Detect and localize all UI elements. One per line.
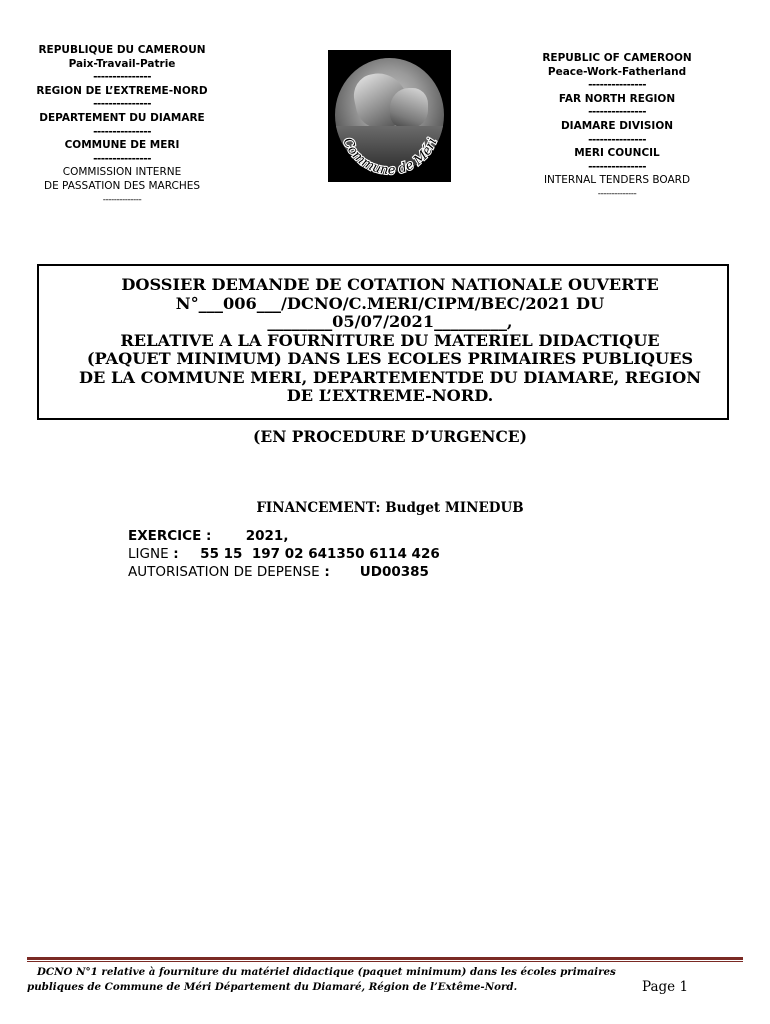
council-en: MERI COUNCIL [574, 147, 660, 160]
title-line: (PAQUET MINIMUM) DANS LES ECOLES PRIMAIRES PUBLIQUES [86, 349, 694, 368]
separator: --------------- [588, 160, 646, 173]
budget-line-value: 55 15 197 02 641350 6114 426 [200, 546, 440, 562]
page-number: Page 1 [642, 979, 689, 995]
footer-note [27, 965, 707, 995]
budget-line-row [128, 545, 440, 563]
exercise-row [128, 527, 288, 545]
title-line: DE LA COMMUNE MERI, DEPARTEMENTDE DU DIAMARE, REGION [78, 367, 702, 387]
logo-caption [328, 50, 451, 182]
title-line: DE L’EXTREME-NORD. [286, 386, 494, 405]
commune-fr: COMMUNE DE MERI [64, 139, 180, 152]
separator: --------------- [588, 106, 646, 119]
separator: -------------- [102, 194, 142, 205]
country-en: REPUBLIC OF CAMEROON [542, 52, 692, 64]
commune-logo [328, 50, 451, 182]
footer-line2: publiques de Commune de Méri Département du Diamaré, Région de l’Extême-Nord. [27, 981, 518, 993]
region-en: FAR NORTH REGION [558, 92, 676, 105]
authorization-row [128, 563, 429, 581]
motto-en: Peace-Work-Fatherland [547, 65, 687, 78]
colon: : [168, 546, 179, 562]
region-fr: REGION DE L’EXTREME-NORD [36, 84, 208, 97]
commission-line2: DE PASSATION DES MARCHES [43, 179, 201, 192]
title-line: RELATIVE A LA FOURNITURE DU MATERIEL DIDACTIQUE [120, 330, 660, 350]
title-line: ________05/07/2021_________, [267, 312, 513, 331]
separator: --------------- [93, 125, 151, 138]
exercise-value: 2021, [245, 528, 289, 544]
footer-line1: DCNO N°1 relative à fourniture du matériel didactique (paquet minimum) dans les écoles primaires [37, 966, 616, 978]
footer-rule [27, 957, 743, 960]
colon: : [319, 564, 330, 580]
authorization-label: AUTORISATION DE DEPENSE [128, 564, 320, 580]
footer-rule-thin [27, 961, 743, 962]
financing-line: FINANCEMENT: Budget MINEDUB [256, 500, 524, 516]
document-title [30, 276, 750, 406]
exercise-label: EXERCICE : [128, 528, 212, 544]
header-right-block [517, 52, 717, 202]
department-fr: DEPARTEMENT DU DIAMARE [39, 111, 205, 124]
separator: --------------- [93, 152, 151, 165]
procedure-note: (EN PROCEDURE D’URGENCE) [253, 427, 527, 446]
country-fr: REPUBLIQUE DU CAMEROUN [38, 44, 206, 56]
motto-fr: Paix-Travail-Patrie [68, 57, 176, 70]
header-left-block [22, 44, 222, 207]
separator: --------------- [588, 133, 646, 146]
commission-line1: COMMISSION INTERNE [62, 166, 182, 179]
separator: -------------- [597, 188, 637, 199]
separator: --------------- [93, 98, 151, 111]
title-line: N°___006___/DCNO/C.MERI/CIPM/BEC/2021 DU [175, 293, 605, 313]
tenders-board: INTERNAL TENDERS BOARD [543, 174, 691, 187]
authorization-value: UD00385 [359, 564, 429, 580]
title-line: DOSSIER DEMANDE DE COTATION NATIONALE OUVERTE [121, 275, 659, 294]
svg-text:Commune de Méri: Commune de Méri [339, 135, 441, 179]
separator: --------------- [93, 71, 151, 84]
separator: --------------- [588, 79, 646, 92]
division-en: DIAMARE DIVISION [560, 119, 674, 132]
budget-line-label: LIGNE [128, 546, 169, 562]
